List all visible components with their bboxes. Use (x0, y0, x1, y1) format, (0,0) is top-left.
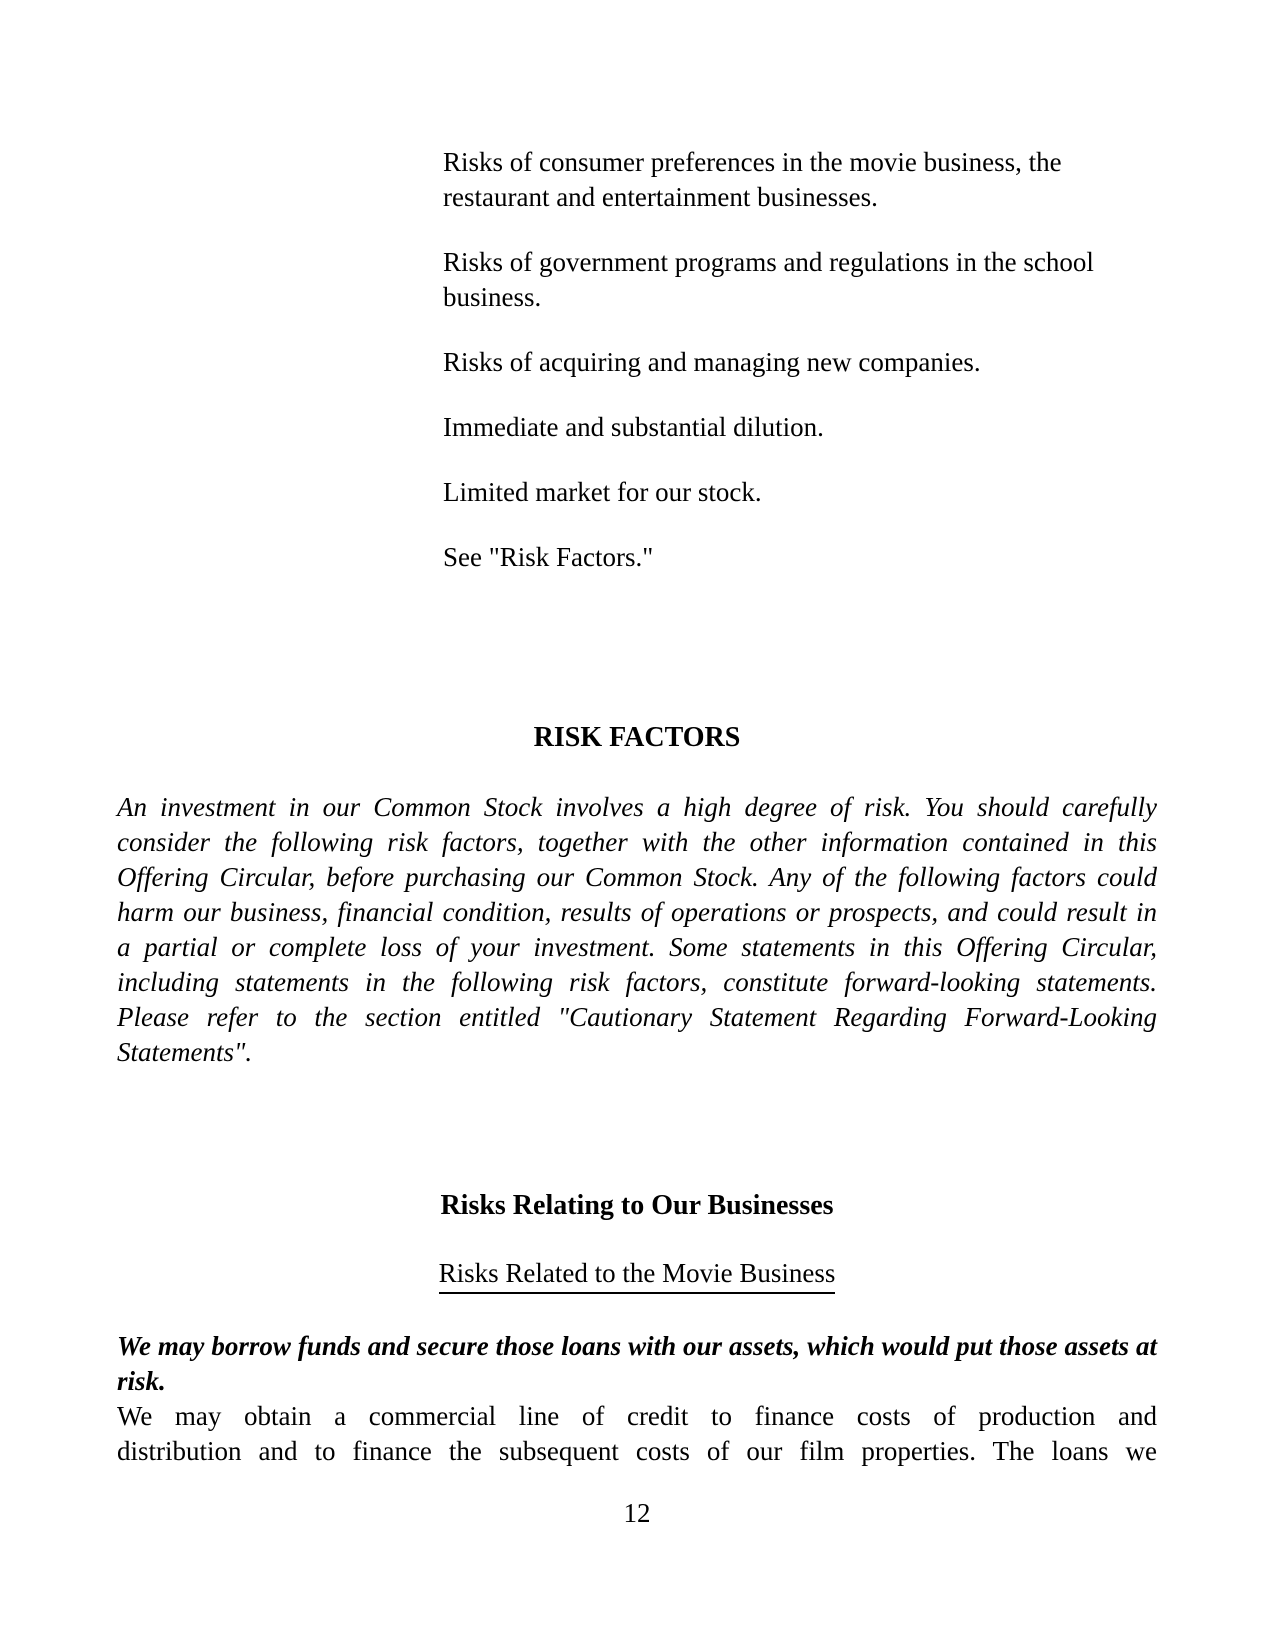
subheading-risks-movie-business (117, 1256, 1157, 1294)
underlined-subheading-text: Risks Related to the Movie Business (439, 1256, 836, 1294)
risk-list-item: Risks of government programs and regulations in the school business. (443, 247, 1094, 312)
risk-item-body-paragraph: We may obtain a commercial line of credit to finance costs of production and distribution and to finance the subsequent costs of our film properties. The loans we (117, 1401, 1157, 1466)
risk-factors-intro-paragraph: An investment in our Common Stock involves a high degree of risk. You should carefully consider the following risk factors, together with the other information contained in this Offering Circular, before purchasing our Common Stock. Any of the following factors could harm our business, financial condition, results of operations or prospects, and could result in a partial or complete loss of your investment. Some statements in this Offering Circular, including statements in the following risk factors, constitute forward-looking statements. Please refer to the section entitled "Cautionary Statement Regarding Forward-Looking Statements". (117, 792, 1157, 1067)
risk-list-item: Immediate and substantial dilution. (443, 412, 824, 442)
risk-item-heading: We may borrow funds and secure those loans with our assets, which would put those assets at risk. (117, 1331, 1157, 1396)
risk-list-item: Risks of acquiring and managing new companies. (443, 347, 981, 377)
risk-list-item: See "Risk Factors." (443, 542, 654, 572)
risk-list-item: Risks of consumer preferences in the movie business, the restaurant and entertainment businesses. (443, 147, 1062, 212)
risk-factors-heading: RISK FACTORS (533, 722, 741, 753)
page-number: 12 (623, 1498, 651, 1528)
subheading-risks-relating-to-businesses: Risks Relating to Our Businesses (440, 1190, 834, 1221)
risk-list-item: Limited market for our stock. (443, 477, 762, 507)
risk-summary-list (443, 145, 1098, 575)
